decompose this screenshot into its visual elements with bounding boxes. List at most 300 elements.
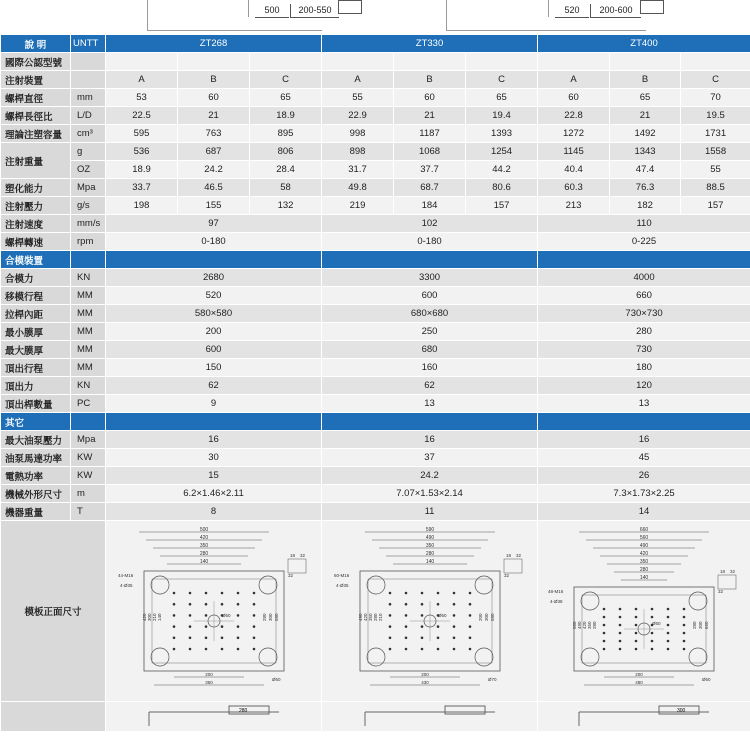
table-row (1, 161, 750, 179)
dim-label: 280 (199, 551, 208, 557)
frame-line (446, 30, 646, 31)
value-cell (178, 53, 250, 71)
value-cell: 213 (538, 197, 610, 215)
vdim-label: 660 (704, 621, 710, 629)
frame-line (147, 30, 322, 31)
vdim-label: 420 (582, 621, 588, 629)
row-label: 螺桿長徑比 (1, 107, 71, 125)
vdim-label: 580 (273, 613, 279, 621)
tail-cell (538, 702, 750, 732)
value-cell: 1272 (538, 125, 610, 143)
table-row (1, 449, 750, 467)
value-cell: 60 (538, 89, 610, 107)
row-unit: mm (71, 89, 106, 107)
row-unit: g/s (71, 197, 106, 215)
table-row (1, 107, 750, 125)
tail-cell (106, 702, 322, 732)
value-cell (466, 53, 538, 71)
value-cell: 1343 (610, 143, 681, 161)
value-cell: 7.3×1.73×2.25 (538, 485, 750, 503)
spec-table (0, 34, 750, 732)
dim-label: 140 (425, 559, 434, 565)
vdim-label: 200 (477, 613, 483, 621)
section-cell (106, 413, 322, 431)
section-unit (71, 413, 106, 431)
value-cell: 11 (322, 503, 538, 521)
value-cell: 895 (250, 125, 322, 143)
section-clamp (1, 251, 750, 269)
value-cell: 40.4 (538, 161, 610, 179)
top-dim-right-2: 200-600 (590, 4, 641, 18)
value-cell: 60 (178, 89, 250, 107)
vdim-label: 350 (367, 613, 373, 621)
value-cell (250, 53, 322, 71)
vdim-label: 140 (156, 613, 162, 621)
row-label: 注射壓力 (1, 197, 71, 215)
section-cell (538, 251, 750, 269)
row-unit: KW (71, 467, 106, 485)
value-cell: 2680 (106, 269, 322, 287)
value-cell: B (610, 71, 681, 89)
platen-drawing-cell (106, 521, 322, 702)
value-cell: 160 (322, 359, 538, 377)
vdim-label: 300 (267, 613, 273, 621)
header-unit: UNTT (71, 35, 106, 53)
section-cell (322, 251, 538, 269)
row-unit: MM (71, 359, 106, 377)
table-row (1, 125, 750, 143)
value-cell: 37 (322, 449, 538, 467)
row-unit: T (71, 503, 106, 521)
bottom-dim: 430 (420, 680, 429, 685)
row-label: 注射裝置 (1, 71, 71, 89)
model-zt400: ZT400 (538, 35, 750, 53)
value-cell: 680×680 (322, 305, 538, 323)
value-cell: C (250, 71, 322, 89)
value-cell: 1731 (681, 125, 750, 143)
value-cell: 22.8 (538, 107, 610, 125)
value-cell: 0-225 (538, 233, 750, 251)
value-cell: 219 (322, 197, 394, 215)
vdim-label: 210 (151, 613, 157, 621)
section-unit (71, 251, 106, 269)
value-cell: 132 (250, 197, 322, 215)
row-label: 螺桿轉速 (1, 233, 71, 251)
value-cell: 15 (106, 467, 322, 485)
value-cell: C (466, 71, 538, 89)
vdim-label: 280 (592, 621, 598, 629)
value-cell: 3300 (322, 269, 538, 287)
value-cell: 520 (106, 287, 322, 305)
value-cell: 60.3 (538, 179, 610, 197)
corner-label: Ø60 (702, 677, 711, 682)
section-label: 其它 (1, 413, 71, 431)
vdim-label: 280 (692, 621, 698, 629)
bottom-dim: 200 (635, 672, 643, 677)
value-cell: 680 (322, 341, 538, 359)
vdim-label: 210 (377, 613, 383, 621)
row-label: 最小膜厚 (1, 323, 71, 341)
value-cell: 16 (106, 431, 322, 449)
row-unit (71, 53, 106, 71)
value-cell: 16 (538, 431, 750, 449)
side-dim: 18 (720, 569, 726, 574)
value-cell: 49.8 (322, 179, 394, 197)
dim-label: 140 (199, 559, 208, 565)
row-unit: rpm (71, 233, 106, 251)
frame-line (548, 0, 549, 17)
value-cell: 65 (610, 89, 681, 107)
value-cell: 102 (322, 215, 538, 233)
row-unit: MM (71, 287, 106, 305)
row-unit (71, 71, 106, 89)
tie-bar-hole (151, 576, 169, 594)
tie-bar-hole (475, 576, 493, 594)
value-cell: 7.07×1.53×2.14 (322, 485, 538, 503)
value-cell: 97 (106, 215, 322, 233)
value-cell: 30 (106, 449, 322, 467)
table-row (1, 323, 750, 341)
frame-line (248, 0, 249, 17)
value-cell: 88.5 (681, 179, 750, 197)
value-cell (106, 53, 178, 71)
vdim-label: 300 (146, 613, 152, 621)
vdim-label: 300 (483, 613, 489, 621)
value-cell: 180 (538, 359, 750, 377)
value-cell: 70 (681, 89, 750, 107)
value-cell: 65 (250, 89, 322, 107)
vdim-label: 560 (572, 621, 578, 629)
value-cell: 4000 (538, 269, 750, 287)
dim-label: 350 (199, 543, 208, 549)
value-cell: 157 (681, 197, 750, 215)
frame-line (446, 0, 447, 30)
model-zt330: ZT330 (322, 35, 538, 53)
table-row (1, 143, 750, 161)
value-cell: 157 (466, 197, 538, 215)
value-cell: 16 (322, 431, 538, 449)
top-dim-right-1: 520 (555, 4, 589, 18)
value-cell: 1393 (466, 125, 538, 143)
value-cell: 19.4 (466, 107, 538, 125)
value-cell: 28.4 (250, 161, 322, 179)
tie-bar-hole (259, 648, 277, 666)
top-dim-left-2: 200-550 (290, 4, 339, 18)
value-cell: 21 (178, 107, 250, 125)
platen-drawing (544, 521, 744, 701)
value-cell: 76.3 (610, 179, 681, 197)
center-label: Ø60 (221, 613, 231, 618)
row-unit: MM (71, 341, 106, 359)
row-unit: L/D (71, 107, 106, 125)
value-cell: B (394, 71, 466, 89)
row-label: 移模行程 (1, 287, 71, 305)
value-cell: 8 (106, 503, 322, 521)
dim-label: 350 (425, 543, 434, 549)
tie-bar-hole (367, 648, 385, 666)
dim-label: 560 (639, 535, 649, 541)
value-cell: 68.7 (394, 179, 466, 197)
value-cell: 45 (538, 449, 750, 467)
frame-line (147, 0, 148, 30)
tie-bar-hole (259, 576, 277, 594)
dim-label: 490 (425, 535, 434, 541)
side-dim: 18 (289, 553, 295, 558)
row-label: 合模力 (1, 269, 71, 287)
frame-line (338, 0, 362, 14)
row-label: 塑化能力 (1, 179, 71, 197)
value-cell: 53 (106, 89, 178, 107)
value-cell: 182 (610, 197, 681, 215)
value-cell: 1187 (394, 125, 466, 143)
value-cell: 13 (322, 395, 538, 413)
tie-bar-hole (689, 592, 707, 610)
platen-drawing-cell (538, 521, 750, 702)
value-cell: 0-180 (322, 233, 538, 251)
value-cell: 24.2 (178, 161, 250, 179)
bottom-dim: 360 (204, 680, 213, 685)
value-cell: 31.7 (322, 161, 394, 179)
tail-dim: 300 (677, 708, 686, 714)
value-cell (394, 53, 466, 71)
model-zt268: ZT268 (106, 35, 322, 53)
value-cell: 33.7 (106, 179, 178, 197)
dim-label: 140 (639, 575, 649, 581)
row-label: 國際公認型號 (1, 53, 71, 71)
value-cell: 60 (394, 89, 466, 107)
dim-label: 420 (639, 551, 649, 557)
vdim-label: 300 (698, 621, 704, 629)
tail-label (1, 702, 106, 732)
vdim-label: 350 (587, 621, 593, 629)
value-cell: 80.6 (466, 179, 538, 197)
value-cell: 730×730 (538, 305, 750, 323)
vdim-label: 280 (372, 613, 378, 621)
table-row (1, 179, 750, 197)
row-label: 油泵馬達功率 (1, 449, 71, 467)
value-cell: 150 (106, 359, 322, 377)
value-cell: 580×580 (106, 305, 322, 323)
value-cell: 37.7 (394, 161, 466, 179)
section-cell (322, 413, 538, 431)
bottom-dim: 200 (204, 672, 213, 677)
platen-drawing (330, 521, 530, 701)
row-unit: KW (71, 449, 106, 467)
value-cell: 120 (538, 377, 750, 395)
tail-row (1, 702, 750, 732)
table-row (1, 485, 750, 503)
value-cell: 6.2×1.46×2.11 (106, 485, 322, 503)
tail-drawing (109, 702, 319, 728)
row-unit: Mpa (71, 179, 106, 197)
table-row (1, 269, 750, 287)
value-cell: 22.9 (322, 107, 394, 125)
right-dim: 32 (718, 589, 724, 594)
tie-bar-hole (689, 648, 707, 666)
value-cell: 65 (466, 89, 538, 107)
top-dim-left-1: 500 (255, 4, 289, 18)
side-dim: 32 (299, 553, 305, 558)
value-cell: 1558 (681, 143, 750, 161)
value-cell: 536 (106, 143, 178, 161)
value-cell: 22.5 (106, 107, 178, 125)
value-cell: 46.5 (178, 179, 250, 197)
table-row (1, 197, 750, 215)
corner-label: Ø60 (271, 677, 281, 682)
dim-label: 280 (639, 567, 649, 573)
row-unit: cm³ (71, 125, 106, 143)
frame-line (640, 0, 664, 14)
dim-label: 280 (425, 551, 434, 557)
tail-cell (322, 702, 538, 732)
row-label: 理論注塑容量 (1, 125, 71, 143)
section-label: 合模裝置 (1, 251, 71, 269)
header-label: 說 明 (1, 35, 71, 53)
table-row (1, 467, 750, 485)
hole-label: 44-M16 (117, 573, 133, 578)
value-cell: A (538, 71, 610, 89)
dim-label: 590 (425, 527, 434, 533)
row-label: 注射速度 (1, 215, 71, 233)
value-cell: 26 (538, 467, 750, 485)
value-cell: 9 (106, 395, 322, 413)
value-cell (610, 53, 681, 71)
table-row (1, 341, 750, 359)
value-cell: 58 (250, 179, 322, 197)
row-unit: KN (71, 377, 106, 395)
row-label: 電熱功率 (1, 467, 71, 485)
value-cell: 55 (322, 89, 394, 107)
value-cell (681, 53, 750, 71)
value-cell: 1254 (466, 143, 538, 161)
center-label: Ø60 (652, 621, 661, 626)
value-cell: 1492 (610, 125, 681, 143)
value-cell: 24.2 (322, 467, 538, 485)
value-cell: 600 (106, 341, 322, 359)
value-cell: 250 (322, 323, 538, 341)
table-row (1, 89, 750, 107)
value-cell: 55 (681, 161, 750, 179)
table-row (1, 431, 750, 449)
platen-row (1, 521, 750, 702)
table-row (1, 395, 750, 413)
value-cell (322, 53, 394, 71)
value-cell: 184 (394, 197, 466, 215)
bottom-dim: 480 (635, 680, 643, 685)
row-unit: g (71, 143, 106, 161)
row-label: 機器重量 (1, 503, 71, 521)
value-cell: C (681, 71, 750, 89)
row-unit: MM (71, 323, 106, 341)
center-label: Ø60 (437, 613, 447, 618)
tail-dim: 280 (238, 708, 247, 714)
row-label: 螺桿直徑 (1, 89, 71, 107)
dim-label: 350 (639, 559, 649, 565)
vdim-label: 580 (489, 613, 495, 621)
value-cell: 730 (538, 341, 750, 359)
value-cell: 62 (322, 377, 538, 395)
value-cell: 200 (106, 323, 322, 341)
value-cell: A (322, 71, 394, 89)
hole-label: 4-Ø35 (119, 583, 133, 588)
value-cell: 806 (250, 143, 322, 161)
row-label: 頂出桿數量 (1, 395, 71, 413)
value-cell: 110 (538, 215, 750, 233)
header-row (1, 35, 750, 53)
hole-label: 60-M16 (333, 573, 349, 578)
value-cell: 18.9 (106, 161, 178, 179)
value-cell: 21 (610, 107, 681, 125)
tail-drawing (325, 702, 535, 728)
table-row (1, 71, 750, 89)
right-dim: 32 (287, 573, 293, 578)
value-cell (538, 53, 610, 71)
row-label: 拉桿內距 (1, 305, 71, 323)
value-cell: 13 (538, 395, 750, 413)
value-cell: 998 (322, 125, 394, 143)
value-cell: 198 (106, 197, 178, 215)
tie-bar-hole (367, 576, 385, 594)
side-dim: 32 (730, 569, 736, 574)
row-unit: OZ (71, 161, 106, 179)
platen-label: 模板正面尺寸 (1, 521, 106, 702)
row-label: 機械外形尺寸 (1, 485, 71, 503)
platen-drawing-cell (322, 521, 538, 702)
value-cell: 62 (106, 377, 322, 395)
tie-bar-hole (151, 648, 169, 666)
value-cell: 0-180 (106, 233, 322, 251)
dim-label: 500 (199, 527, 208, 533)
value-cell: 14 (538, 503, 750, 521)
value-cell: 18.9 (250, 107, 322, 125)
row-unit: mm/s (71, 215, 106, 233)
vdim-label: 490 (357, 613, 363, 621)
row-unit: Mpa (71, 431, 106, 449)
tie-bar-hole (475, 648, 493, 666)
value-cell: 19.5 (681, 107, 750, 125)
value-cell: 155 (178, 197, 250, 215)
table-row (1, 215, 750, 233)
tail-drawing (539, 702, 749, 728)
table-row (1, 503, 750, 521)
platen-drawing (114, 521, 314, 701)
value-cell: 47.4 (610, 161, 681, 179)
corner-label: Ø70 (487, 677, 497, 682)
row-unit: m (71, 485, 106, 503)
vdim-label: 280 (261, 613, 267, 621)
side-dim: 18 (505, 553, 511, 558)
vdim-label: 420 (141, 613, 147, 621)
hole-label: 4-Ø35 (335, 583, 349, 588)
section-other (1, 413, 750, 431)
vdim-label: 420 (362, 613, 368, 621)
dim-label: 660 (639, 527, 649, 533)
value-cell: 763 (178, 125, 250, 143)
value-cell: 898 (322, 143, 394, 161)
value-cell: 687 (178, 143, 250, 161)
value-cell: 595 (106, 125, 178, 143)
row-label: 最大膜厚 (1, 341, 71, 359)
tie-bar-hole (581, 592, 599, 610)
value-cell: 600 (322, 287, 538, 305)
value-cell: A (106, 71, 178, 89)
value-cell: 1145 (538, 143, 610, 161)
row-label: 頂出行程 (1, 359, 71, 377)
dim-label: 420 (199, 535, 208, 541)
table-row (1, 359, 750, 377)
value-cell: 660 (538, 287, 750, 305)
row-unit: PC (71, 395, 106, 413)
